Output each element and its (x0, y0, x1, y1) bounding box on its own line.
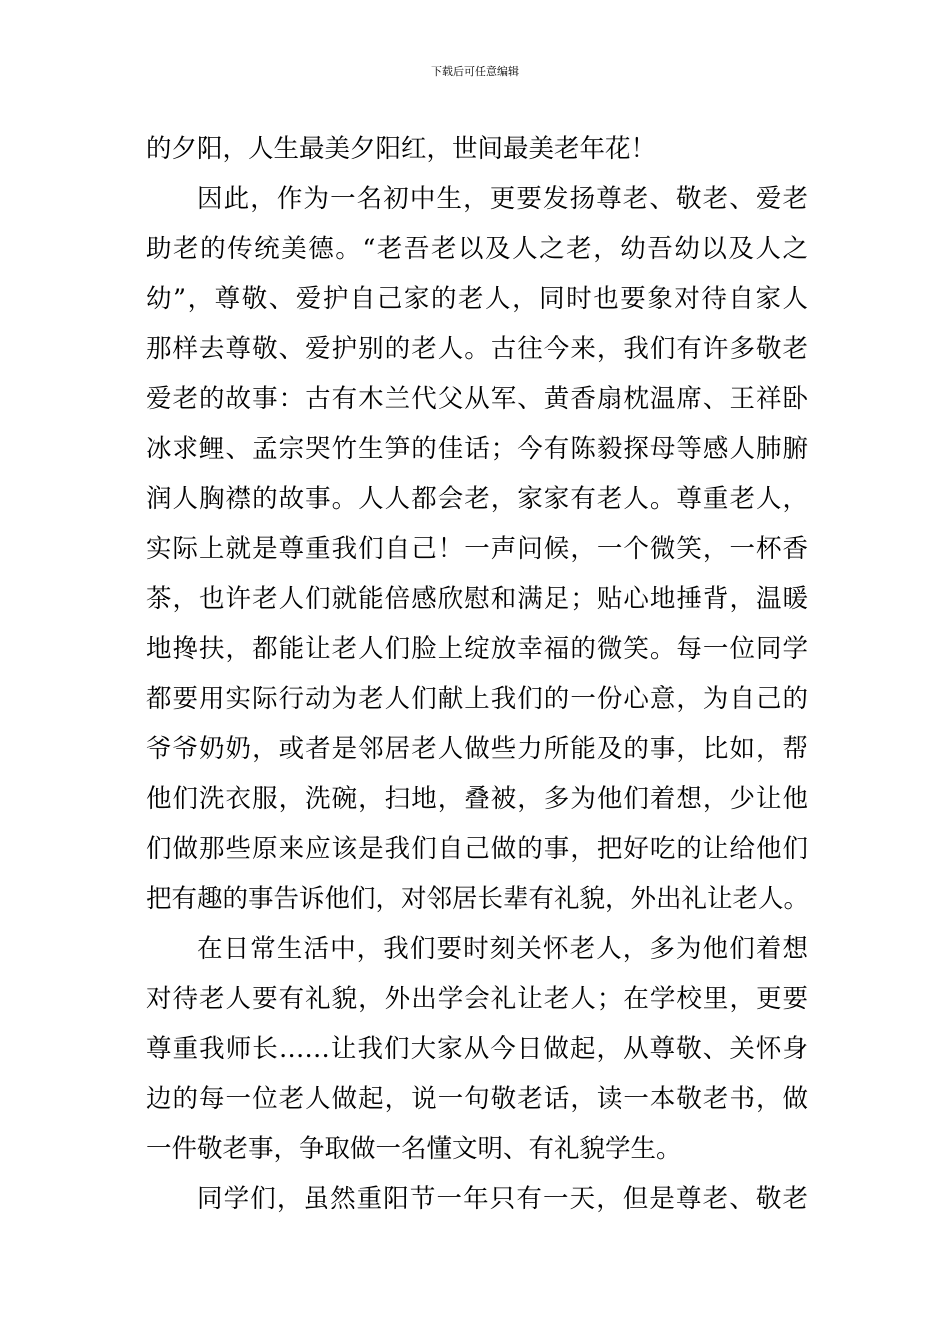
text-line: 地搀扶，都能让老人们脸上绽放幸福的微笑。每一位同学 (146, 634, 808, 664)
text-line: 们做那些原来应该是我们自己做的事，把好吃的让给他们 (146, 834, 808, 864)
text-line: 爱老的故事：古有木兰代父从军、黄香扇枕温席、王祥卧 (146, 384, 808, 414)
text-line: 尊重我师长……让我们大家从今日做起，从尊敬、关怀身 (146, 1034, 808, 1064)
text-line: 冰求鲤、孟宗哭竹生笋的佳话；今有陈毅探母等感人肺腑 (146, 434, 808, 464)
paragraph-start-line: 因此，作为一名初中生，更要发扬尊老、敬老、爱老 (197, 184, 808, 214)
text-line: 润人胸襟的故事。人人都会老，家家有老人。尊重老人， (146, 484, 808, 514)
text-line: 茶，也许老人们就能倍感欣慰和满足；贴心地捶背，温暖 (146, 584, 808, 614)
text-line: 都要用实际行动为老人们献上我们的一份心意，为自己的 (146, 684, 808, 714)
text-line: 助老的传统美德。“老吾老以及人之老，幼吾幼以及人之 (146, 234, 808, 264)
paragraph-start-line: 同学们，虽然重阳节一年只有一天，但是尊老、敬老 (197, 1184, 808, 1214)
paragraph-start-line: 在日常生活中，我们要时刻关怀老人，多为他们着想 (197, 934, 808, 964)
text-line: 实际上就是尊重我们自己！一声问候，一个微笑，一杯香 (146, 534, 808, 564)
text-line: 幼”，尊敬、爱护自己家的老人，同时也要象对待自家人 (146, 284, 808, 314)
text-line: 把有趣的事告诉他们，对邻居长辈有礼貌，外出礼让老人。 (146, 884, 810, 914)
text-line: 那样去尊敬、爱护别的老人。古往今来，我们有许多敬老 (146, 334, 808, 364)
text-line: 的夕阳，人生最美夕阳红，世间最美老年花！ (146, 134, 657, 164)
text-line: 边的每一位老人做起，说一句敬老话，读一本敬老书，做 (146, 1084, 808, 1114)
text-line: 爷爷奶奶，或者是邻居老人做些力所能及的事，比如，帮 (146, 734, 808, 764)
text-line: 对待老人要有礼貌，外出学会礼让老人；在学校里，更要 (146, 984, 808, 1014)
page-header: 下载后可任意编辑 (431, 65, 519, 78)
text-line: 一件敬老事，争取做一名懂文明、有礼貌学生。 (146, 1134, 682, 1164)
body-text (146, 124, 808, 1224)
text-line: 他们洗衣服，洗碗，扫地，叠被，多为他们着想，少让他 (146, 784, 808, 814)
